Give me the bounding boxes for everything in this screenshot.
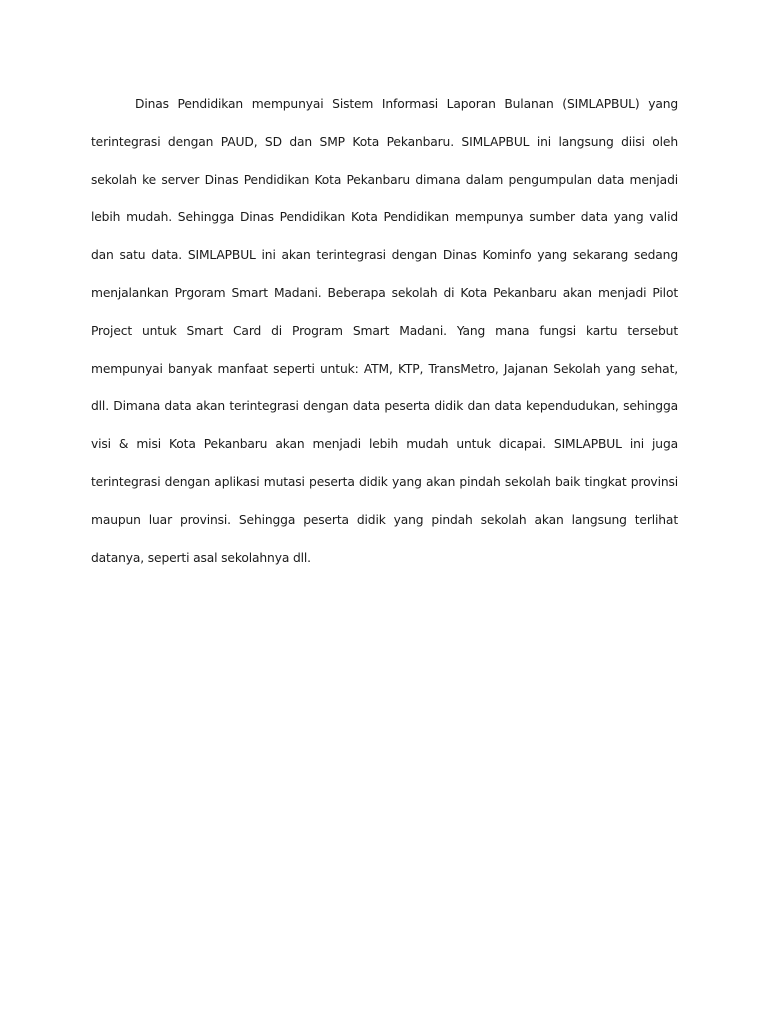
body-paragraph: Dinas Pendidikan mempunyai Sistem Informasi Laporan Bulanan (SIMLAPBUL) yang terintegrasi dengan PAUD, SD dan SMP Kota Pekanbaru. SIMLAPBUL ini langsung diisi oleh sekolah ke server Dinas Pendidikan Kota Pekanbaru dimana dalam pengumpulan data menjadi lebih mudah. Sehingga Dinas Pendidikan Kota Pendidikan mempunya sumber data yang valid dan satu data. SIMLAPBUL ini akan terintegrasi dengan Dinas Kominfo yang sekarang sedang menjalankan Prgoram Smart Madani. Beberapa sekolah di Kota Pekanbaru akan menjadi Pilot Project untuk Smart Card di Program Smart Madani. Yang mana fungsi kartu tersebut mempunyai banyak manfaat seperti untuk: ATM, KTP, TransMetro, Jajanan Sekolah yang sehat, dll. Dimana data akan terintegrasi dengan data peserta didik dan data kependudukan, sehingga visi & misi Kota Pekanbaru akan menjadi lebih mudah untuk dicapai. SIMLAPBUL ini juga terintegrasi dengan aplikasi mutasi peserta didik yang akan pindah sekolah baik tingkat provinsi maupun luar provinsi. Sehingga peserta didik yang pindah sekolah akan langsung terlihat datanya, seperti asal sekolahnya dll. — [91, 97, 678, 565]
document-body — [91, 86, 678, 577]
